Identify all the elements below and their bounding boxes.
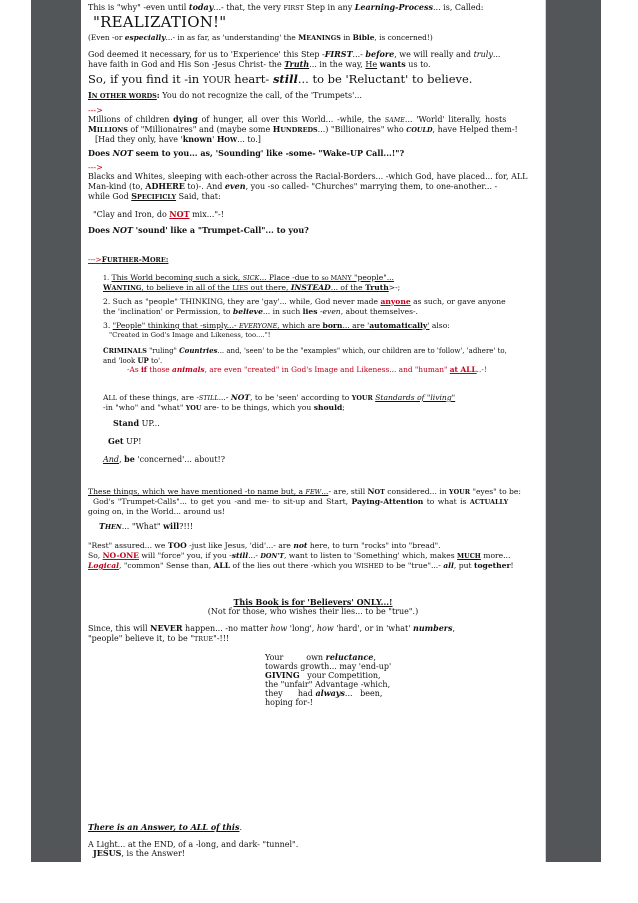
stand-up: Stand UP... [113, 418, 160, 428]
and-concerned: And, be 'concerned'... about!? [103, 454, 226, 464]
point-1b: WANTING, to believe in all of the LIES out there, INSTEAD... of the Truth>-; [103, 283, 401, 292]
arrow-1: ---> [88, 106, 103, 115]
since-2: "people" believe it, to be "TRUE"-!!! [88, 634, 230, 643]
point-3a: 3. "People" thinking that -simply...- EVERYONE, which are born... are 'automatically' also: [103, 321, 450, 330]
light-line: A Light... at the END, of a -long, and dark- "tunnel". [88, 840, 299, 849]
reluctance-5: they had always... been, [265, 688, 383, 698]
question-trumpet: Does NOT 'sound' like a "Trumpet-Call"... to you? [88, 225, 309, 235]
book-subheading: (Not for those, who wishes their lies... to be "true".) [207, 607, 419, 616]
millions-line-2: MILLIONS of "Millionaires" and (maybe some HUNDREDS...) "Billionaires" who COULD, have Helped them-! [88, 124, 518, 134]
since-1: Since, this will NEVER happen... -no matter how 'long', how 'hard', or in 'what' numbers, [88, 623, 456, 633]
reluctance-2: towards growth... may 'end-up' [265, 662, 392, 671]
these-things-1: These things, which we have mentioned -to name but, a FEW...- are, still NOT considered... in YOUR "eyes" to be: [88, 487, 521, 496]
point-1a: 1. This World becoming such a sick, SICK... Place -due to so MANY "people"... [103, 273, 394, 282]
all-these-2: -in "who" and "what" YOU are- to be things, which you should; [103, 403, 345, 412]
blacks-line-3: while God SPECIFICLY Said, that: [88, 191, 221, 201]
blacks-line-2: Man-kind (to, ADHERE to)-. And even, you -so called- "Churches" marrying them, to one-another... - [88, 181, 498, 191]
point-3b: "Created in God's Image and Likeness, too...."! [109, 331, 271, 339]
criminals-3: -As if those animals, are even "created" in God's Image and Likeness... and "human" at ALL..-! [127, 365, 487, 374]
para-experience-2: have faith in God and His Son -Jesus Christ- the Truth... in the way, He wants us to. [88, 59, 431, 69]
these-things-3: going on, in the World... around us! [88, 507, 225, 516]
blacks-line-1: Blacks and Whites, sleeping with each-other across the Racial-Borders... -which God, have placed... for, ALL [88, 172, 528, 181]
reluctance-1: Your own reluctance, [265, 652, 376, 662]
book-heading: This Book is for 'Believers' ONLY...! [233, 597, 393, 607]
big-statement: So, if you find it -in YOUR heart- still... to be 'Reluctant' to believe. [88, 72, 473, 86]
reluctance-3: GIVING your Competition, [265, 670, 381, 680]
answer-heading: There is an Answer, to ALL of this. [88, 822, 242, 832]
reluctance-4: the "unfair" Advantage -which, [265, 680, 391, 689]
document-page [81, 0, 546, 862]
viewer-left-margin [31, 0, 81, 862]
arrow-2: ---> [88, 163, 103, 172]
viewer-right-margin [545, 0, 601, 862]
question-wakeup: Does NOT seem to you... as, 'Sounding' like -some- "Wake-UP Call...!"? [88, 148, 405, 158]
point-2a: 2. Such as "people" THINKING, they are 'gay'... while, God never made anyone as such, or gave anyone [103, 297, 506, 306]
rest-3: Logical, "common" Sense than, ALL of the lies out there -which you WISHED to be "true"...- all, put together! [88, 561, 514, 570]
all-these-1: ALL of these things, are -STILL...- NOT, to be 'seen' according to YOUR Standards of "living" [103, 393, 456, 402]
criminals-2: and 'look UP to'. [103, 356, 163, 365]
intro-line: This is "why" -even until today...- that, the very FIRST Step in any Learning-Process... is, Called: [88, 2, 484, 12]
then-what: THEN... "What" will?!!! [99, 521, 194, 531]
rest-1: "Rest" assured... we TOO -just like Jesus, 'did'...- are not here, to turn "rocks" into "bread". [88, 541, 441, 550]
in-other-words: IN OTHER WORDS: You do not recognize the call, of the 'Trumpets'... [88, 90, 362, 100]
point-2b: the 'inclination' or Permission, to believe... in such lies -even, about themselves-. [103, 307, 418, 316]
title-realization: "REALIZATION!" [93, 13, 227, 31]
millions-line-1: Millions of children dying of hunger, all over this World... -while, the SAME... 'World' literally, hosts [88, 114, 507, 124]
para-experience-1: God deemed it necessary, for us to 'Experience' this Step -FIRST...- before, we will really and truly... [88, 49, 501, 59]
jesus-answer: JESUS, is the Answer! [93, 848, 186, 858]
get-up: Get UP! [108, 436, 142, 446]
these-things-2: God's "Trumpet-Calls"... to get you -and me- to sit-up and Start, Paying-Attention to what is ACTUALLY [93, 497, 509, 506]
rest-2: So, NO-ONE will "force" you, if you -still...- DON'T, want to listen to 'Something' which, makes MUCH more... [88, 551, 511, 560]
further-more: --->FURTHER-MORE: [88, 255, 169, 264]
subtitle: (Even -or especially...- in as far, as 'understanding' the MEANINGS in Bible, is concerned!) [88, 33, 433, 42]
millions-line-3: [Had they only, have 'known' HOW... to.] [95, 134, 261, 144]
criminals-1: CRIMINALS "ruling" Countries... and, 'seen' to be the "examples" which, our children are to 'follow', 'adhere' to, [103, 346, 507, 355]
reluctance-6: hoping for-! [265, 698, 313, 707]
clay-quote: "Clay and Iron, do NOT mix..."-! [93, 209, 224, 219]
